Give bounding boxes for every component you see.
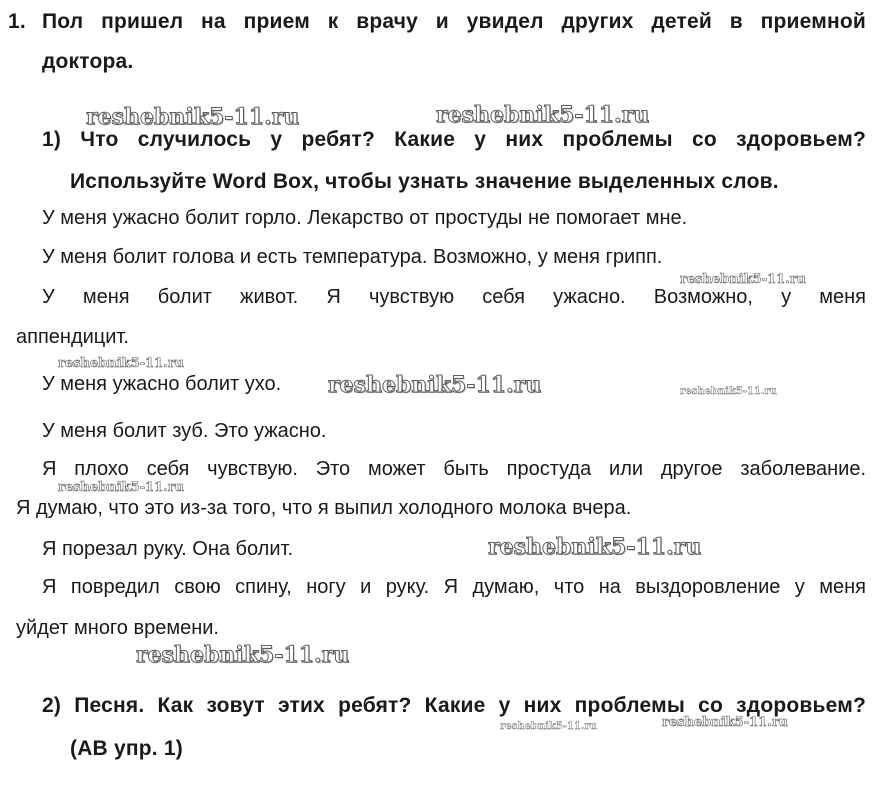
task-title-line-2: доктора. (42, 50, 134, 73)
watermark: reshebnik5-11.ru (500, 721, 597, 732)
answer-line: Я порезал руку. Она болит. (42, 538, 294, 560)
answer-line: Я думаю, что это из-за того, что я выпил холодного молока вчера. (16, 497, 632, 519)
watermark: reshebnik5-11.ru (488, 534, 702, 560)
watermark: reshebnik5-11.ru (58, 480, 185, 495)
watermark: reshebnik5-11.ru (436, 102, 650, 128)
watermark: reshebnik5-11.ru (328, 372, 542, 398)
question-1-line-1: 1) Что случилось у ребят? Какие у них проблемы со здоровьем? (42, 128, 866, 151)
answer-line: уйдет много времени. (16, 617, 219, 639)
watermark: reshebnik5-11.ru (136, 642, 350, 668)
watermark: reshebnik5-11.ru (680, 386, 777, 397)
question-2-line-1: 2) Песня. Как зовут этих ребят? Какие у них проблемы со здоровьем? (42, 694, 866, 717)
task-title-line-1: Пол пришел на прием к врачу и увидел других детей в приемной (42, 10, 866, 33)
question-1-line-2: Используйте Word Box, чтобы узнать значение выделенных слов. (70, 170, 779, 193)
answer-line: аппендицит. (16, 326, 129, 348)
answer-line: У меня ужасно болит ухо. (42, 373, 282, 395)
answer-line: Я плохо себя чувствую. Это может быть простуда или другое заболевание. (42, 458, 866, 480)
question-2-line-2: (AB упр. 1) (70, 737, 183, 760)
watermark: reshebnik5-11.ru (58, 356, 185, 371)
watermark: reshebnik5-11.ru (680, 272, 807, 287)
watermark: reshebnik5-11.ru (662, 715, 789, 730)
answer-line: Я повредил свою спину, ногу и руку. Я думаю, что на выздоровление у меня (42, 576, 866, 598)
watermark: reshebnik5-11.ru (86, 104, 300, 130)
answer-line: У меня болит зуб. Это ужасно. (42, 420, 327, 442)
answer-line: У меня болит живот. Я чувствую себя ужасно. Возможно, у меня (42, 286, 866, 308)
answer-line: У меня болит голова и есть температура. Возможно, у меня грипп. (42, 246, 663, 268)
task-number: 1. (8, 10, 26, 33)
answer-line: У меня ужасно болит горло. Лекарство от простуды не помогает мне. (42, 207, 688, 229)
